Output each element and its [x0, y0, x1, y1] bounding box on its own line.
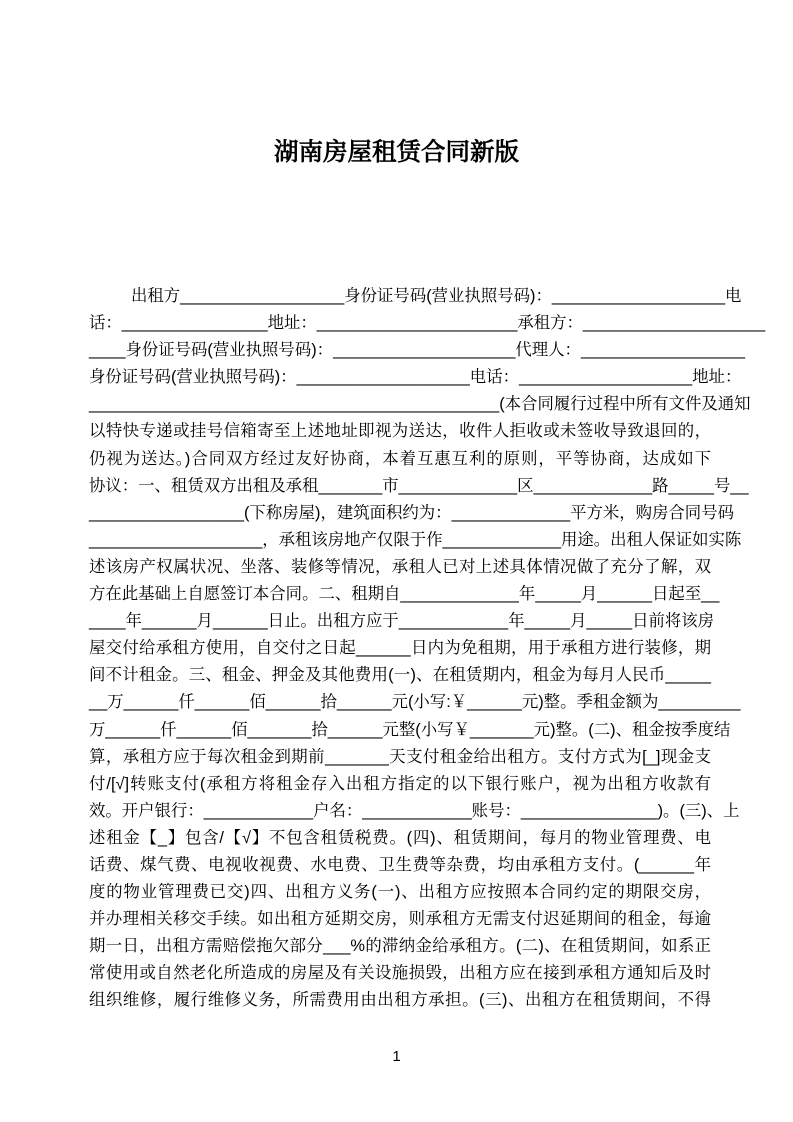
contract-line: 方在此基础上自愿签订本合同。二、租期自_____________年_____月______日起至__ — [89, 585, 720, 604]
contract-line: 组织维修，履行维修义务，所需费用由出租方承担。(三)、出租方在租赁期间，不得 — [89, 991, 711, 1010]
contract-line: 述租金【_】包含/【√】不包含租赁税费。(四)、租赁期间，每月的物业管理费、电 — [89, 828, 711, 847]
contract-line: 仍视为送达。)合同双方经过友好协商，本着互惠互利的原则，平等协商，达成如下 — [89, 449, 711, 468]
contract-line: 述该房产权属状况、坐落、装修等情况，承租人已对上述具体情况做了充分了解，双 — [89, 557, 711, 576]
contract-line: __万______仟______佰______拾______元(小写:￥______元)整。季租金额为_________ — [89, 693, 741, 712]
contract-line: 度的物业管理费已交)四、出租方义务(一)、出租方应按照本合同约定的期限交房， — [89, 883, 711, 902]
document-title: 湖南房屋租赁合同新版 — [274, 139, 519, 166]
contract-line: ____身份证号码(营业执照号码)：____________________代理人：__________________ — [89, 341, 746, 360]
contract-line: ____年______月______日止。出租方应于____________年_____月_____日前将该房 — [89, 612, 715, 631]
contract-line: 万______仟______佰_______拾______元整(小写￥_______元)整。(二)、租金按季度结 — [89, 720, 731, 739]
contract-line: ___________________，承租该房地产仅限于作_____________用途。出租人保证如实陈 — [89, 530, 742, 549]
contract-line: 期一日，出租方需赔偿拖欠部分___%的滞纳金给承租方。(二)、在租赁期间，如系正 — [89, 937, 711, 956]
contract-line: 出租方__________________身份证号码(营业执照号码)：___________________电 — [131, 287, 742, 305]
contract-line: 算，承租方应于每次租金到期前_______天支付租金给出租方。支付方式为[_]现金支 — [89, 747, 711, 766]
contract-line: _____________________________________________(本合同履行过程中所有文件及通知 — [89, 395, 751, 414]
contract-line: 并办理相关移交手续。如出租方延期交房，则承租方无需支付迟延期间的租金，每逾 — [89, 910, 711, 929]
contract-line: 以特快专递或挂号信箱寄至上述地址即视为送达，收件人拒收或未签收导致退回的， — [89, 422, 711, 441]
contract-line: 话费、煤气费、电视收视费、水电费、卫生费等杂费，均由承租方支付。(______年 — [89, 855, 711, 874]
contract-line: 身份证号码(营业执照号码)：___________________电话：___________________地址： — [89, 368, 742, 387]
contract-line: 屋交付给承租方使用，自交付之日起______日内为免租期，用于承租方进行装修，期 — [89, 639, 711, 658]
contract-line: 间不计租金。三、租金、押金及其他费用(一)、在租赁期内，租金为每月人民币_____ — [89, 666, 711, 685]
contract-line: 效。开户银行：____________户名：____________账号：_______________)。(三)、上 — [89, 801, 740, 820]
contract-line: 话：________________地址：______________________承租方：____________________ — [89, 314, 766, 333]
contract-body — [89, 283, 766, 1015]
contract-line: _________________(下称房屋)，建筑面积约为：_____________平方米，购房合同号码 — [89, 503, 734, 522]
page-number: 1 — [392, 1048, 401, 1065]
contract-line: 常使用或自然老化所造成的房屋及有关设施损毁，出租方应在接到承租方通知后及时 — [89, 964, 711, 983]
contract-line: 协议：一、租赁双方出租及承租_______市_____________区_____________路_____号__ — [89, 476, 749, 495]
contract-line: 付/[√]转账支付(承租方将租金存入出租方指定的以下银行账户，视为出租方收款有 — [89, 774, 711, 793]
